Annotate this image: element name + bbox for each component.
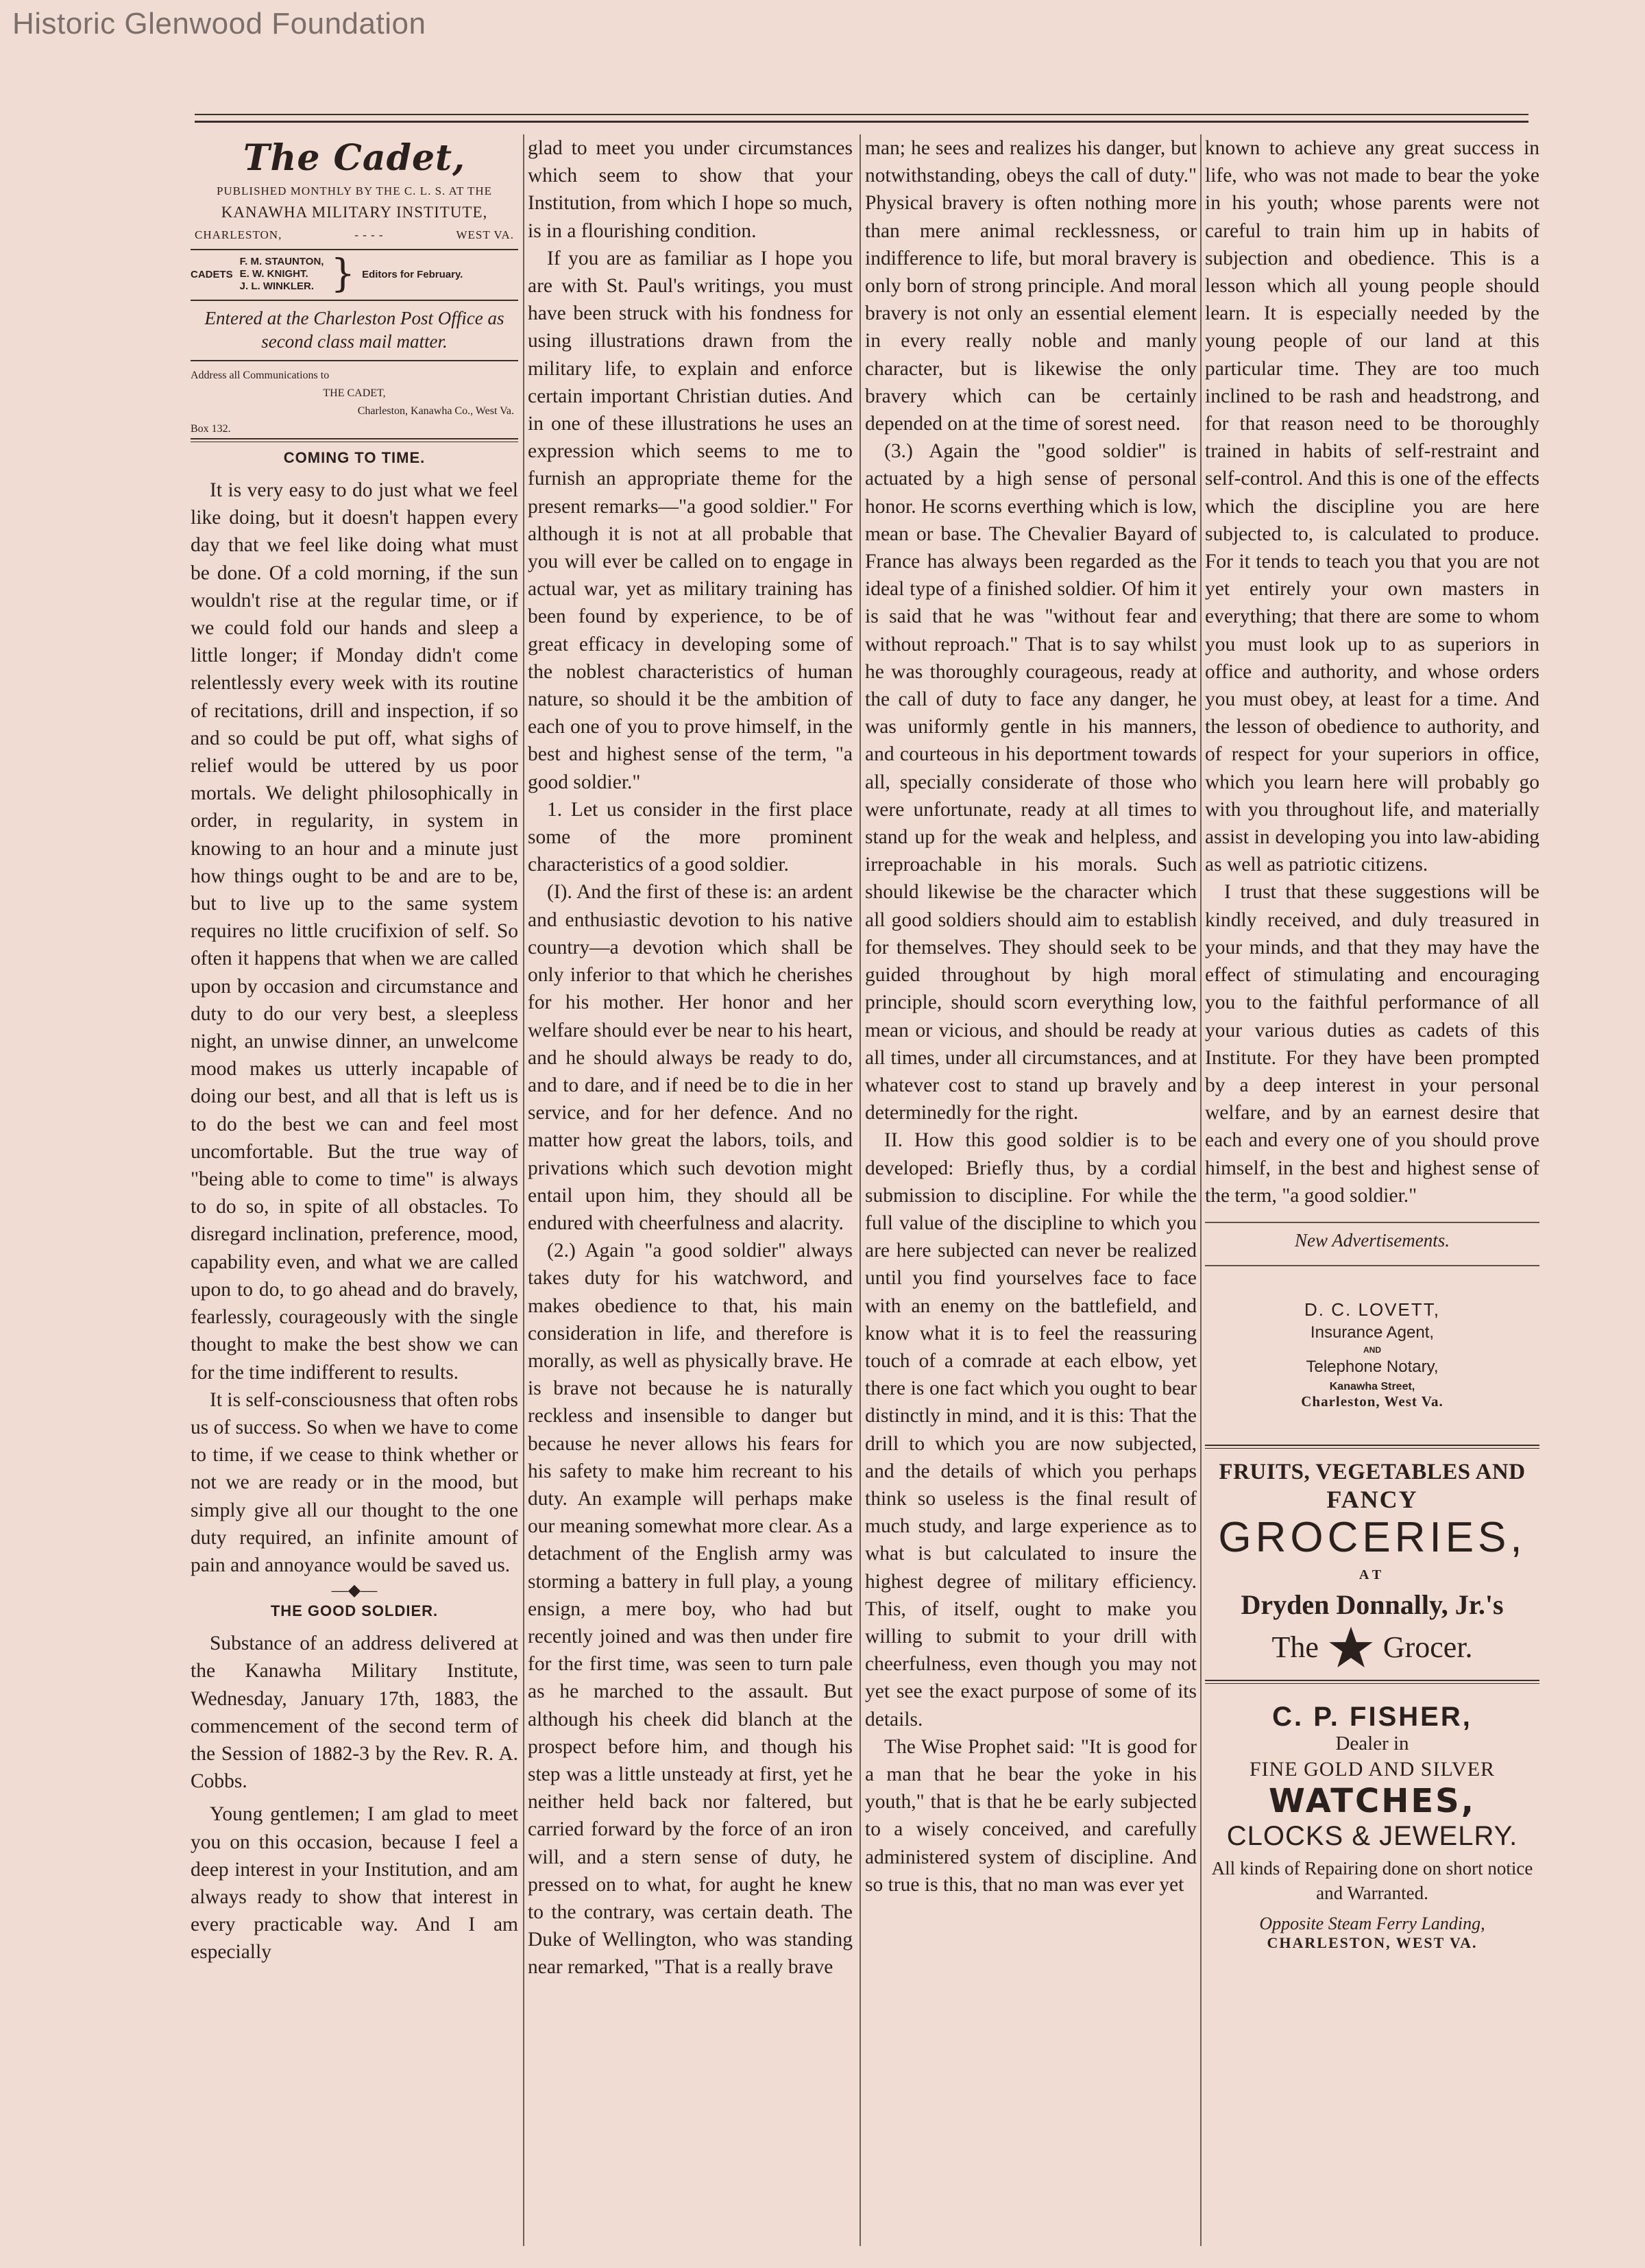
section-rule	[1205, 1222, 1539, 1223]
lovett-ad	[1205, 1299, 1539, 1410]
article-paragraph: If you are as familiar as I hope you are with St. Paul's writings, you must have been struck with his fondness for using illustrations drawn from the military life, to explain and enforce certain important Christian duties. And in one of these illustrations he uses an expression which seems to me to furnish an appropriate theme for the present remarks—"a good soldier." For although it is not at all probable that you will ever be called on to engage in actual war, yet as military training has been found by experience, to be of great efficacy in developing some of the noblest characteristics of human nature, so should it be the ambition of each one of you to prove himself, in the best and highest sense of the term, "a good soldier."	[528, 247, 853, 793]
article-paragraph: It is very easy to do just what we feel like doing, but it doesn't happen every day that we feel like doing what must be done. Of a cold morning, if the sun wouldn't rise at the regular time, or if we could fold our hands and sleep a little longer; if Monday didn't come relentlessly every week with its routine of recitations, drill and inspection, if so and so could be put off, what sighs of relief would be uttered by us poor mortals. We delight philosophically in order, in regularity, in system in knowing to an hour and a minute just how things ought to be and are to be, but to live up to the same system requires no little crucifixion of self. So often it happens that when we are called upon by occasion and circumstance and duty to do our very best, a sleepless night, an unwise dinner, an unwelcome mood makes us utterly incapable of doing our best, and all that is left us is to do the best we can and feel most uncomfortable. But the true way of "being able to come to time" is always to do so, in spite of all obstacles. To disregard inclination, preference, mood, capability even, and what we are called upon to do, to go ahead and do bravely, fearlessly, courageously with the single thought to make the best show we can for the time indifferent to results.	[191, 479, 518, 1384]
section-rule	[1205, 1265, 1539, 1266]
top-rule-heavy	[195, 121, 1528, 123]
editors-note: Editors for February.	[362, 268, 463, 280]
grocer-headline: GROCERIES,	[1218, 1513, 1526, 1561]
article-paragraph: known to achieve any great success in life, who was not made to bear the yoke in his youth; whose parents were not careful to train him up in habits of subjection and obedience. This is a lesson which all young people should learn. It is especially needed by the young people of our land at this particular time. They are too much inclined to be rash and headstrong, and for that reason need to be thoroughly trained in habits of self-restraint and self-control. And this is one of the effects which the discipline you are here subjected to, is calculated to produce. For it tends to teach you that you are not yet entirely your own masters in everything; that there are some to whom you must look up to as superiors in office and authority, and whose orders you must obey, at least for a time. And the lesson of obedience to authority, and of respect for your superiors in office, which you learn here will probably go with you throughout life, and materially assist in developing you into law-abiding as well as patriotic citizens.	[1205, 137, 1539, 876]
fisher-fine: FINE GOLD AND SILVER	[1249, 1757, 1496, 1781]
lovett-city: Charleston, West Va.	[1301, 1392, 1443, 1410]
article-paragraph: II. How this good soldier is to be developed: Briefly thus, by a cordial submission to discipline. For while the full value of the discipline to which you are here subjected can never be realized until you find yourselves face to face with an enemy on the battlefield, and know what it is to feel the reassuring touch of a comrade at each elbow, yet there is one fact which you ought to bear distinctly in mind, and it is this: That the drill to which you are now subjected, and the details of which you perhaps think so useless is the final result of much study, and large experience as to what is but calculated to insure the highest degree of military efficiency. This, of itself, ought to make you willing to submit to your drill with cheerfulness, even though you may not yet see the exact purpose of some of its details.	[865, 1129, 1197, 1730]
masthead-rule	[191, 249, 518, 250]
grocer-line: FRUITS, VEGETABLES AND	[1219, 1459, 1526, 1484]
article-paragraph: Young gentlemen; I am glad to meet you on this occasion, because I feel a deep interest in your Institution, and am always ready to show that interest in every practicable way. And I am especially	[191, 1803, 518, 1964]
article-paragraph: 1. Let us consider in the first place some of the more prominent characteristics of a good soldier.	[528, 798, 853, 876]
masthead-institute: KANAWHA MILITARY INSTITUTE,	[221, 204, 488, 221]
ad-double-rule	[1205, 1445, 1539, 1449]
editor-name: F. M. STAUNTON,	[239, 256, 324, 267]
fisher-watches: WATCHES,	[1269, 1781, 1476, 1820]
address-block	[191, 367, 518, 438]
editor-names	[240, 256, 324, 293]
fisher-opposite: Opposite Steam Ferry Landing,	[1259, 1913, 1485, 1933]
address-line: Address all Communications to	[191, 370, 330, 381]
fisher-dealer: Dealer in	[1335, 1732, 1409, 1754]
fisher-clocks: CLOCKS & JEWELRY.	[1226, 1820, 1518, 1851]
grocer-name: Dryden Donnally, Jr.'s	[1241, 1589, 1504, 1620]
article-paragraph: It is self-consciousness that often robs us of success. So when we have to come to time, if we cease to think whether or not we are ready or in the mood, but simply give all our thought to the one duty required, an infinite amount of pain and annoyance would be saved us.	[191, 1388, 518, 1576]
article-paragraph: glad to meet you under circumstances which seem to show that your Institution, from which I hope so much, is in a flourishing condition.	[528, 137, 853, 242]
star-icon	[1328, 1625, 1374, 1670]
grocer-at: AT	[1358, 1567, 1386, 1582]
lovett-and: AND	[1363, 1344, 1381, 1355]
masthead-location	[191, 228, 518, 242]
article-paragraph: Substance of an address delivered at the Kanawha Military Institute, Wednesday, January 17th, 1883, the commencement of the second term of the Session of 1882-3 by the Rev. R. A. Cobbs.	[191, 1632, 518, 1793]
article-paragraph: The Wise Prophet said: "It is good for a man that he bear the yoke in his youth," that is that he be early subjected to a wisely conceived, and carefully administered system of discipline. And so true is this, that no man was ever yet	[865, 1735, 1197, 1896]
column-divider	[860, 134, 861, 2246]
column-divider	[1200, 134, 1202, 2246]
grocer-word: Grocer.	[1382, 1630, 1473, 1665]
article-paragraph: (2.) Again "a good soldier" always takes duty for his watchword, and makes obedience to that, his main consideration in life, and therefore is morally, as well as physically brave. He is brave not because he is naturally reckless and insensible to danger but because he never allows his fears for his safety to make him recreant to his duty. An example will perhaps make our meaning somewhat more clear. As a detachment of the English army was storming a battery in full play, a young ensign, a mere boy, who had but recently joined and was then under fire for the first time, was seen to turn pale as he marched to the assault. But although his cheek did blanch at the prospect before him, and though his step was a little unsteady at first, yet he neither held back nor faltered, but carried forward by the force of an iron will, and a stern sense of duty, he pressed on to what, for aught he knew to the contrary, was certain death. The Duke of Wellington, who was standing near remarked, "That is a really brave	[528, 1240, 853, 1979]
editors-block	[191, 252, 518, 296]
masthead-state: WEST VA.	[456, 228, 514, 241]
article-heading: COMING TO TIME.	[283, 449, 426, 466]
fisher-ad	[1205, 1702, 1539, 1952]
article-paragraph: (I). And the first of these is: an ardent and enthusiastic devotion to his native country—a devotion which shall be only inferior to that which he cherishes for his mother. Her honor and her welfare should ever be near to his heart, and he should always be ready to do, and to dare, and if need be to die in her service, and for her defence. And no matter how great the labors, toils, and privations which such devotion might entail upon him, they should all be endured with cheerfulness and alacrity.	[528, 881, 853, 1234]
cadets-label: CADETS	[191, 268, 233, 280]
lovett-name: D. C. LOVETT,	[1304, 1299, 1440, 1320]
masthead	[191, 137, 518, 442]
article-paragraph: I trust that these suggestions will be kindly received, and duly treasured in your minds, and that they may have the effect of stimulating and encouraging you to the faithful performance of all your various duties as cadets of this Institute. For they have been prompted by a deep interest in your personal welfare, and by an earnest desire that each and every one of you should prove himself, in the best and highest sense of the term, "a good soldier."	[1205, 881, 1539, 1207]
masthead-title: The Cadet,	[243, 137, 466, 179]
article-paragraph: man; he sees and realizes his danger, but notwithstanding, obeys the call of duty." Physical bravery is often nothing more than mere animal recklessness, or indifference to life, but moral bravery is only born of strong principle. And moral bravery is not only an essential element in every really noble and manly character, but is likewise the only bravery which can be certainly depended on at the time of sorest need.	[865, 137, 1197, 435]
grocer-the: The	[1271, 1630, 1319, 1665]
column-1	[191, 134, 518, 2254]
fisher-name: C. P. FISHER,	[1272, 1701, 1472, 1732]
ornament-divider: —◆—	[331, 1582, 378, 1600]
fisher-city: CHARLESTON, WEST VA.	[1267, 1933, 1478, 1951]
watermark: Historic Glenwood Foundation	[12, 7, 426, 40]
masthead-rule	[191, 300, 518, 301]
article-heading: THE GOOD SOLDIER.	[270, 1602, 439, 1620]
grocer-line: FANCY	[1326, 1485, 1418, 1513]
address-city: Charleston, Kanawha Co., West Va.	[357, 405, 514, 417]
column-2	[528, 134, 853, 2254]
column-divider	[523, 134, 524, 2246]
brace-glyph: }	[330, 252, 356, 296]
masthead-double-rule	[191, 438, 518, 442]
grocer-star-line	[1205, 1625, 1539, 1670]
column-4	[1205, 134, 1539, 2254]
fisher-repair: All kinds of Repairing done on short notice and Warranted.	[1211, 1857, 1533, 1903]
masthead-rule	[191, 360, 518, 361]
editor-name: E. W. KNIGHT.	[239, 268, 308, 280]
new-advertisements-heading: New Advertisements.	[1295, 1229, 1450, 1251]
lovett-street: Kanawha Street,	[1329, 1380, 1415, 1392]
lovett-role: Insurance Agent,	[1310, 1323, 1435, 1342]
lovett-role: Telephone Notary,	[1306, 1357, 1439, 1376]
address-box: Box 132.	[191, 423, 231, 435]
post-office-entry: Entered at the Charleston Post Office as second class mail matter.	[204, 308, 504, 352]
column-3	[865, 134, 1197, 2254]
article-paragraph: (3.) Again the "good soldier" is actuated by a high sense of personal honor. He scorns everthing which is low, mean or base. The Chevalier Bayard of France has always been regarded as the ideal type of a finished soldier. Of him it is said that he was "without fear and without reproach." That is to say whilst he was thoroughly courageous, ready at the call of duty to face any danger, he was uniformly gentle in his manners, and courteous in his deportment towards all, specially considerate of those who were unfortunate, ready at all times to stand up for the weak and helpless, and irreproachable in his morals. Such should likewise be the character which all good soldiers should aim to establish for themselves. They should seek to be guided throughout by high moral principle, should scorn everything low, mean or vicious, and should be ready at all times, under all circumstances, and at whatever cost to stand up bravely and determinedly for the right.	[865, 440, 1197, 1124]
masthead-city: CHARLESTON,	[195, 228, 282, 241]
address-name: THE CADET,	[323, 387, 386, 399]
masthead-dashes: - - - -	[354, 228, 384, 241]
top-rule	[195, 114, 1528, 115]
editor-name: J. L. WINKLER.	[239, 280, 315, 292]
masthead-published: PUBLISHED MONTHLY BY THE C. L. S. AT THE	[216, 184, 493, 197]
ad-double-rule	[1205, 1680, 1539, 1684]
grocer-ad	[1205, 1460, 1539, 1670]
